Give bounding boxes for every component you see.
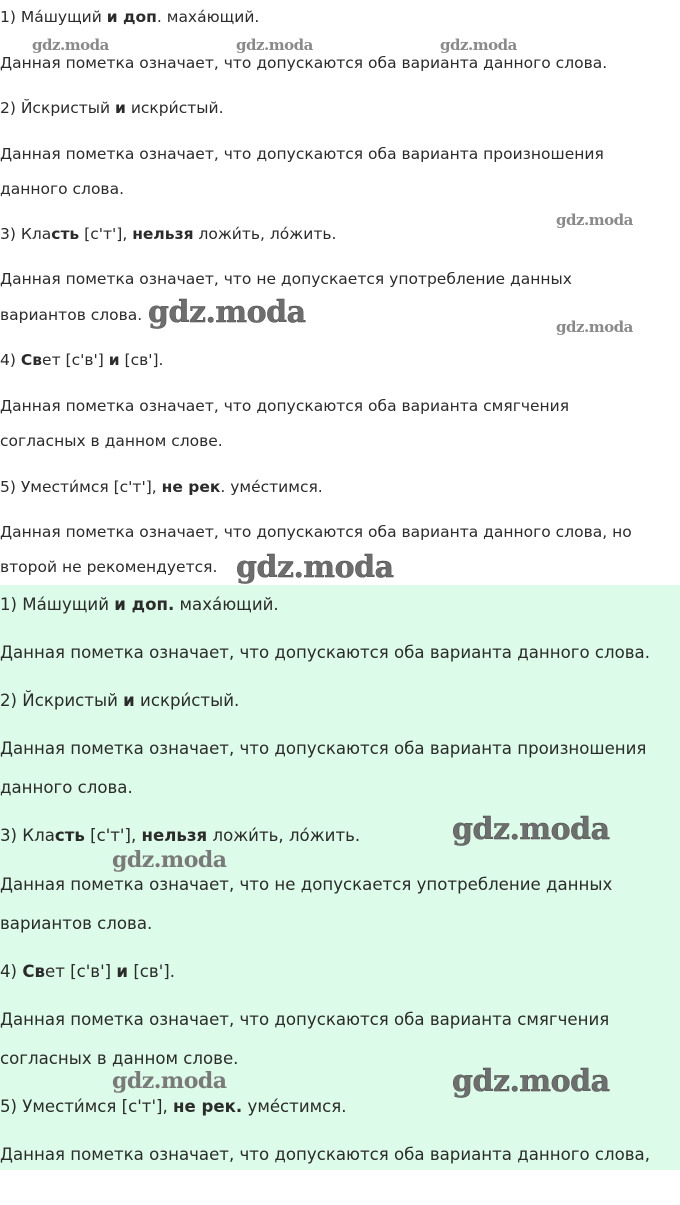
item-5-explanation-line-2: второй не рекомендуется. — [0, 558, 218, 576]
watermark: gdz.moda — [236, 550, 394, 585]
item-1-explanation: Данная пометка означает, что допускаются оба варианта данного слова. — [0, 643, 650, 662]
watermark: gdz.moda — [556, 318, 633, 336]
watermark: gdz.moda — [32, 36, 109, 54]
item-5-explanation-line-1: Данная пометка означает, что допускаются оба варианта данного слова, но — [0, 523, 632, 541]
answer-section-bottom — [0, 585, 680, 1170]
watermark: gdz.moda — [112, 1068, 227, 1094]
item-5-label: 5) Умести́мся [с'т'], не рек. уме́стимся. — [0, 478, 323, 496]
item-4-explanation-line-1: Данная пометка означает, что допускаются оба варианта смягчения — [0, 1010, 610, 1029]
item-3-label: 3) Класть [с'т'], нельзя ложи́ть, ло́жить. — [0, 225, 337, 243]
item-2-label: 2) Йскристый и искри́стый. — [0, 99, 224, 117]
item-5-explanation-line-1: Данная пометка означает, что допускаются оба варианта данного слова, — [0, 1145, 650, 1164]
item-1-label: 1) Ма́шущий и доп. маха́ющий. — [0, 595, 279, 614]
item-1-label: 1) Ма́шущий и доп. маха́ющий. — [0, 8, 260, 26]
item-3-label: 3) Класть [с'т'], нельзя ложи́ть, ло́жить. — [0, 826, 361, 845]
item-3-explanation-line-1: Данная пометка означает, что не допускается употребление данных — [0, 270, 572, 288]
watermark: gdz.moda — [452, 812, 610, 847]
watermark: gdz.moda — [440, 36, 517, 54]
item-3-explanation-line-2: вариантов слова. — [0, 914, 153, 933]
item-2-explanation-line-1: Данная пометка означает, что допускаются оба варианта произношения — [0, 145, 604, 163]
item-2-explanation-line-1: Данная пометка означает, что допускаются оба варианта произношения — [0, 739, 647, 758]
item-2-explanation-line-2: данного слова. — [0, 778, 133, 797]
watermark: gdz.moda — [452, 1064, 610, 1099]
item-4-label: 4) Свет [с'в'] и [св']. — [0, 962, 176, 981]
item-2-explanation-line-2: данного слова. — [0, 180, 124, 198]
watermark: gdz.moda — [236, 36, 313, 54]
item-5-label: 5) Умести́мся [с'т'], не рек. уме́стимся. — [0, 1097, 347, 1116]
watermark: gdz.moda — [148, 295, 306, 330]
answer-section-top — [0, 0, 680, 585]
item-4-explanation-line-2: согласных в данном слове. — [0, 1049, 239, 1068]
item-1-explanation: Данная пометка означает, что допускаются оба варианта данного слова. — [0, 54, 608, 72]
item-3-explanation-line-2: вариантов слова. — [0, 306, 143, 324]
watermark: gdz.moda — [112, 847, 227, 873]
item-3-explanation-line-1: Данная пометка означает, что не допускается употребление данных — [0, 875, 613, 894]
item-2-label: 2) Йскристый и искри́стый. — [0, 691, 240, 710]
watermark: gdz.moda — [556, 211, 633, 229]
item-4-explanation-line-2: согласных в данном слове. — [0, 432, 223, 450]
item-4-explanation-line-1: Данная пометка означает, что допускаются оба варианта смягчения — [0, 397, 570, 415]
item-4-label: 4) Свет [с'в'] и [св']. — [0, 351, 164, 369]
